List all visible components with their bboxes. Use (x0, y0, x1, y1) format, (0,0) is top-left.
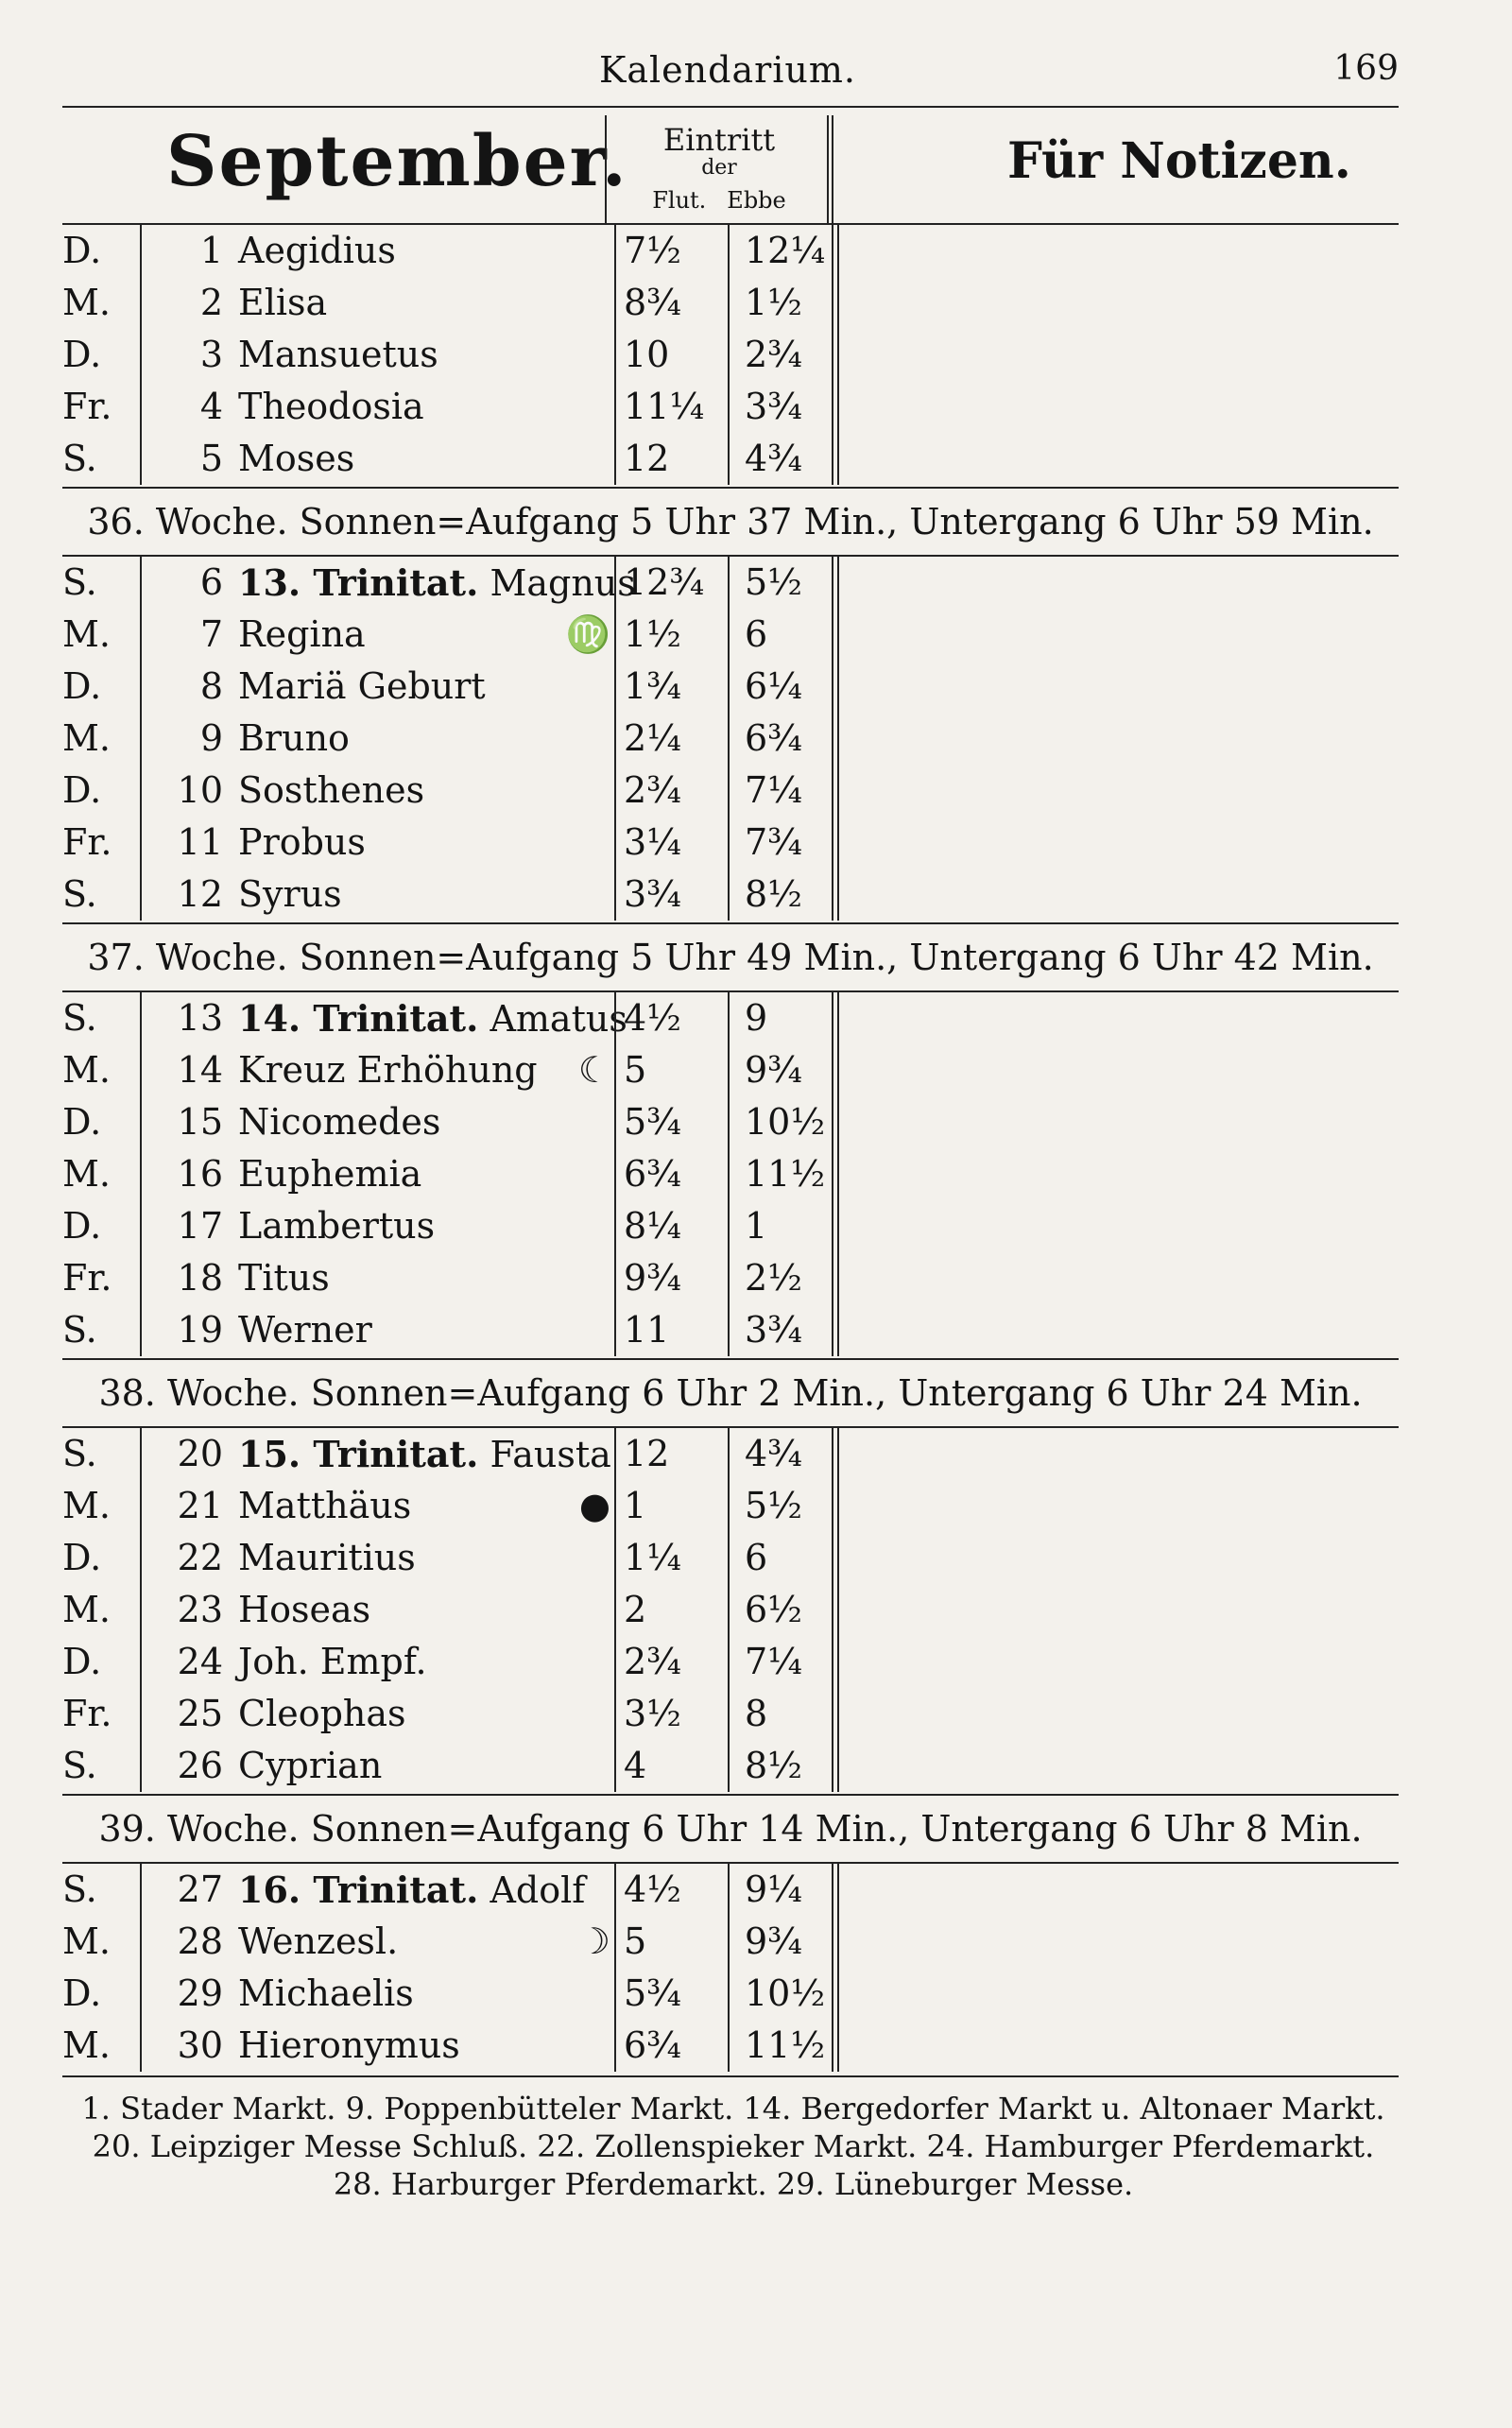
table-row (62, 1252, 1399, 1304)
saint-name (238, 1428, 611, 1481)
name-text: Kreuz Erhöhung (238, 1049, 538, 1091)
notes-column-rule (837, 225, 839, 485)
weekday: Fr. (62, 1693, 112, 1734)
name-text: Werner (238, 1309, 372, 1351)
day-number: 19 (177, 1309, 223, 1351)
table-row (62, 1428, 1399, 1480)
ebbe-time: 8 (745, 1693, 768, 1734)
weekday: Fr. (62, 1257, 112, 1299)
weekday: D. (62, 1641, 102, 1682)
header-title: Kalendarium. (598, 49, 857, 91)
weekday: M. (62, 282, 111, 323)
day-number: 26 (177, 1745, 223, 1786)
day-number: 10 (177, 769, 223, 811)
table-row (62, 1584, 1399, 1636)
flut-time: 1 (624, 1485, 647, 1526)
name-text: Cyprian (238, 1745, 383, 1786)
saint-name (238, 1304, 372, 1356)
flut-time: 3½ (624, 1693, 682, 1734)
ebbe-time: 5½ (745, 561, 803, 603)
name-text: Wenzesl. (238, 1920, 399, 1962)
day-number: 1 (199, 230, 223, 271)
name-text: Nicomedes (238, 1101, 441, 1143)
week-summary: 39. Woche. Sonnen=Aufgang 6 Uhr 14 Min., Untergang 6 Uhr 8 Min. (98, 1808, 1363, 1850)
flut-time: 4½ (624, 1868, 682, 1910)
ebbe-time: 4¾ (745, 438, 803, 479)
saint-name (238, 225, 396, 277)
moon-phase-icon: ☾ (577, 1049, 610, 1091)
flut-time: 11 (624, 1309, 670, 1351)
weekday: S. (62, 1433, 97, 1474)
ebbe-column-rule (728, 1864, 730, 2072)
name-text: Syrus (238, 873, 342, 915)
moon-phase-icon: ♍ (565, 613, 610, 655)
week-rule-top (62, 1358, 1399, 1360)
saint-name (238, 609, 366, 661)
saint-name (238, 765, 424, 817)
table-row (62, 1200, 1399, 1252)
day-number: 5 (199, 438, 223, 479)
saint-name (238, 1584, 370, 1636)
table-row (62, 1688, 1399, 1740)
saint-name (238, 817, 366, 869)
table-row (62, 433, 1399, 485)
name-text: Theodosia (238, 386, 424, 427)
sunday-label: 15. Trinitat. (238, 1433, 479, 1475)
ebbe-column-rule (728, 1428, 730, 1792)
head-divider (832, 115, 833, 223)
table-head (62, 113, 1399, 223)
flut-column-rule (614, 1864, 616, 2072)
day-number: 18 (177, 1257, 223, 1299)
saint-name (238, 277, 327, 329)
notes-column-rule (837, 992, 839, 1356)
saint-name (238, 1480, 411, 1532)
table-head-rule (62, 223, 1399, 225)
name-text: Mauritius (238, 1537, 416, 1578)
weekday: D. (62, 1101, 102, 1143)
day-number: 21 (177, 1485, 223, 1526)
ebbe-time: 4¾ (745, 1433, 803, 1474)
name-text: Mariä Geburt (238, 665, 486, 707)
week-rule-bottom (62, 1862, 1399, 1864)
name-text: Moses (238, 438, 355, 479)
week-rule-bottom (62, 555, 1399, 557)
table-row (62, 277, 1399, 329)
page-number: 169 (1333, 49, 1399, 88)
day-number: 24 (177, 1641, 223, 1682)
moon-phase-icon: ● (578, 1485, 610, 1526)
table-row (62, 1636, 1399, 1688)
ebbe-column-rule (728, 557, 730, 921)
flut-time: 2¼ (624, 717, 682, 759)
saint-name (238, 1968, 414, 2020)
day-number: 2 (199, 282, 223, 323)
table-row (62, 2020, 1399, 2072)
ebbe-time: 1 (745, 1205, 768, 1247)
day-number: 4 (199, 386, 223, 427)
flut-time: 7½ (624, 230, 682, 271)
saint-name (238, 381, 424, 433)
saint-name (238, 1044, 538, 1096)
notes-column-rule (832, 557, 833, 921)
name-text: Euphemia (238, 1153, 422, 1195)
footnote-line: 20. Leipziger Messe Schluß. 22. Zollenspieker Markt. 24. Hamburger Pferdemarkt. (92, 2128, 1375, 2164)
flut-time: 10 (624, 334, 670, 375)
ebbe-time: 7¼ (745, 769, 803, 811)
ebbe-column-rule (728, 225, 730, 485)
saint-name (238, 713, 350, 765)
table-row (62, 765, 1399, 817)
footnote-rule (62, 2075, 1399, 2077)
notes-column-rule (837, 1864, 839, 2072)
weekday: D. (62, 665, 102, 707)
saint-name (238, 992, 627, 1045)
notes-column-rule (832, 225, 833, 485)
table-row (62, 225, 1399, 277)
flut-time: 6¾ (624, 1153, 682, 1195)
name-text: Mansuetus (238, 334, 438, 375)
ebbe-time: 10½ (745, 1101, 826, 1143)
footnote-line: 28. Harburger Pferdemarkt. 29. Lüneburger Messe. (333, 2166, 1134, 2202)
eintritt-label: Eintritt (662, 122, 776, 158)
moon-phase-icon: ☽ (577, 1920, 610, 1962)
table-row (62, 1480, 1399, 1532)
flut-column-rule (614, 557, 616, 921)
ebbe-time: 6 (745, 1537, 768, 1578)
flut-time: 2¾ (624, 769, 682, 811)
saint-name (238, 1688, 406, 1740)
table-row (62, 1304, 1399, 1356)
table-row (62, 1148, 1399, 1200)
notes-column-rule (832, 1864, 833, 2072)
weekday: S. (62, 438, 97, 479)
saint-name (238, 1096, 440, 1148)
ebbe-time: 11½ (745, 1153, 826, 1195)
sunday-label: 13. Trinitat. (238, 561, 479, 604)
name-text: Aegidius (238, 230, 396, 271)
ebbe-time: 9 (745, 997, 768, 1039)
day-number: 13 (177, 997, 223, 1039)
day-number: 20 (177, 1433, 223, 1474)
flut-time: 3¾ (624, 873, 682, 915)
day-number: 17 (177, 1205, 223, 1247)
ebbe-time: 8½ (745, 1745, 803, 1786)
weekday: M. (62, 2024, 111, 2066)
saint-name (238, 1636, 427, 1688)
flut-time: 1¼ (624, 1537, 682, 1578)
page-header (57, 49, 1399, 102)
weekday: D. (62, 1537, 102, 1578)
saint-name (238, 329, 438, 381)
saint-name (238, 2020, 460, 2072)
ebbe-time: 5½ (745, 1485, 803, 1526)
week-rule-top (62, 487, 1399, 489)
ebbe-time: 7¼ (745, 1641, 803, 1682)
name-text: Magnus (490, 562, 636, 604)
flut-time: 5¾ (624, 1972, 682, 2014)
weekday: M. (62, 613, 111, 655)
day-number: 15 (177, 1101, 223, 1143)
name-text: Sosthenes (238, 769, 425, 811)
name-text: Hoseas (238, 1589, 371, 1630)
table-row (62, 1968, 1399, 2020)
ebbe-time: 9¾ (745, 1049, 803, 1091)
table-row (62, 1044, 1399, 1096)
ebbe-time: 6½ (745, 1589, 803, 1630)
flut-time: 12 (624, 1433, 670, 1474)
day-number: 30 (177, 2024, 223, 2066)
day-number: 9 (199, 717, 223, 759)
name-text: Lambertus (238, 1205, 436, 1247)
weekday: M. (62, 1920, 111, 1962)
flut-time: 8¾ (624, 282, 682, 323)
notes-column-rule (832, 1428, 833, 1792)
week-summary: 36. Woche. Sonnen=Aufgang 5 Uhr 37 Min., Untergang 6 Uhr 59 Min. (87, 501, 1374, 542)
ebbe-time: 3¾ (745, 1309, 803, 1351)
day-column-rule (140, 557, 142, 921)
weekday: S. (62, 1309, 97, 1351)
flut-time: 5 (624, 1049, 647, 1091)
sunday-label: 16. Trinitat. (238, 1868, 479, 1911)
name-text: Amatus (490, 998, 627, 1040)
day-number: 16 (177, 1153, 223, 1195)
week-summary: 38. Woche. Sonnen=Aufgang 6 Uhr 2 Min., Untergang 6 Uhr 24 Min. (98, 1372, 1363, 1414)
ebbe-time: 7¾ (745, 821, 803, 863)
eintritt-heading (606, 123, 833, 217)
saint-name (238, 1740, 382, 1792)
flut-column-rule (614, 225, 616, 485)
flut-time: 4 (624, 1745, 647, 1786)
notes-column-rule (832, 992, 833, 1356)
week-rule-bottom (62, 990, 1399, 992)
ebbe-time: 2½ (745, 1257, 803, 1299)
flut-time: 1½ (624, 613, 682, 655)
flut-time: 5¾ (624, 1101, 682, 1143)
saint-name (238, 661, 486, 713)
ebbe-label: Ebbe (727, 187, 786, 214)
weekday: M. (62, 717, 111, 759)
name-text: Matthäus (238, 1485, 412, 1526)
week-summary: 37. Woche. Sonnen=Aufgang 5 Uhr 49 Min., Untergang 6 Uhr 42 Min. (87, 937, 1374, 978)
sunday-label: 14. Trinitat. (238, 997, 479, 1040)
day-number: 28 (177, 1920, 223, 1962)
notes-column-rule (837, 557, 839, 921)
ebbe-time: 8½ (745, 873, 803, 915)
flut-time: 12¾ (624, 561, 705, 603)
table-row (62, 817, 1399, 869)
day-number: 6 (199, 561, 223, 603)
saint-name (238, 557, 636, 610)
flut-column-rule (614, 1428, 616, 1792)
flut-time: 3¼ (624, 821, 682, 863)
ebbe-time: 11½ (745, 2024, 826, 2066)
day-number: 27 (177, 1868, 223, 1910)
name-text: Adolf (490, 1869, 586, 1911)
day-column-rule (140, 992, 142, 1356)
header-rule (62, 106, 1399, 108)
weekday: D. (62, 334, 102, 375)
table-row (62, 713, 1399, 765)
ebbe-time: 1½ (745, 282, 803, 323)
flut-time: 11¼ (624, 386, 705, 427)
table-row (62, 661, 1399, 713)
flut-time: 12 (624, 438, 670, 479)
flut-time: 9¾ (624, 1257, 682, 1299)
ebbe-time: 10½ (745, 1972, 826, 2014)
weekday: S. (62, 1868, 97, 1910)
day-column-rule (140, 1428, 142, 1792)
table-row (62, 869, 1399, 921)
day-number: 8 (199, 665, 223, 707)
name-text: Bruno (238, 717, 350, 759)
flut-time: 8¼ (624, 1205, 682, 1247)
day-number: 25 (177, 1693, 223, 1734)
ebbe-time: 3¾ (745, 386, 803, 427)
name-text: Hieronymus (238, 2024, 460, 2066)
day-number: 14 (177, 1049, 223, 1091)
ebbe-time: 6¼ (745, 665, 803, 707)
ebbe-time: 6 (745, 613, 768, 655)
weekday: S. (62, 1745, 97, 1786)
saint-name (238, 869, 342, 921)
day-number: 22 (177, 1537, 223, 1578)
name-text: Michaelis (238, 1972, 414, 2014)
weekday: D. (62, 769, 102, 811)
name-text: Cleophas (238, 1693, 406, 1734)
table-row (62, 1864, 1399, 1916)
weekday: Fr. (62, 821, 112, 863)
ebbe-time: 12¼ (745, 230, 826, 271)
week-rule-top (62, 1794, 1399, 1796)
day-number: 11 (177, 821, 223, 863)
ebbe-time: 9¼ (745, 1868, 803, 1910)
saint-name (238, 1200, 435, 1252)
day-number: 7 (199, 613, 223, 655)
table-row (62, 1916, 1399, 1968)
table-row (62, 329, 1399, 381)
day-column-rule (140, 1864, 142, 2072)
day-column-rule (140, 225, 142, 485)
der-label: der (701, 156, 737, 180)
weekday: Fr. (62, 386, 112, 427)
notes-title: Für Notizen. (1007, 132, 1351, 190)
table-row (62, 381, 1399, 433)
name-text: Elisa (238, 282, 328, 323)
head-divider (605, 115, 607, 223)
name-text: Regina (238, 613, 366, 655)
weekday: M. (62, 1485, 111, 1526)
day-number: 3 (199, 334, 223, 375)
weekday: S. (62, 997, 97, 1039)
ebbe-time: 6¾ (745, 717, 803, 759)
flut-time: 6¾ (624, 2024, 682, 2066)
ebbe-time: 2¾ (745, 334, 803, 375)
table-row (62, 609, 1399, 661)
weekday: S. (62, 873, 97, 915)
flut-time: 2¾ (624, 1641, 682, 1682)
weekday: M. (62, 1589, 111, 1630)
flut-time: 1¾ (624, 665, 682, 707)
name-text: Probus (238, 821, 366, 863)
ebbe-time: 9¾ (745, 1920, 803, 1962)
weekday: D. (62, 1205, 102, 1247)
weekday: D. (62, 1972, 102, 2014)
day-number: 23 (177, 1589, 223, 1630)
table-row (62, 557, 1399, 609)
flut-label: Flut. (652, 187, 707, 214)
saint-name (238, 1864, 585, 1917)
notes-column-rule (837, 1428, 839, 1792)
day-number: 12 (177, 873, 223, 915)
saint-name (238, 433, 354, 485)
name-text: Fausta (490, 1434, 611, 1475)
head-divider (827, 115, 829, 223)
table-row (62, 1532, 1399, 1584)
table-row (62, 1740, 1399, 1792)
name-text: Joh. Empf. (238, 1641, 427, 1682)
footnote-line: 1. Stader Markt. 9. Poppenbütteler Markt. 14. Bergedorfer Markt u. Altonaer Markt. (81, 2091, 1385, 2127)
week-rule-top (62, 922, 1399, 924)
month-title: September. (166, 121, 628, 202)
flut-time: 4½ (624, 997, 682, 1039)
weekday: D. (62, 230, 102, 271)
flut-column-rule (614, 992, 616, 1356)
weekday: M. (62, 1153, 111, 1195)
table-row (62, 1096, 1399, 1148)
table-row (62, 992, 1399, 1044)
saint-name (238, 1532, 416, 1584)
saint-name (238, 1148, 421, 1200)
flut-time: 2 (624, 1589, 647, 1630)
flut-time: 5 (624, 1920, 647, 1962)
week-rule-bottom (62, 1426, 1399, 1428)
name-text: Titus (238, 1257, 330, 1299)
ebbe-column-rule (728, 992, 730, 1356)
day-number: 29 (177, 1972, 223, 2014)
saint-name (238, 1916, 398, 1968)
weekday: M. (62, 1049, 111, 1091)
weekday: S. (62, 561, 97, 603)
saint-name (238, 1252, 330, 1304)
